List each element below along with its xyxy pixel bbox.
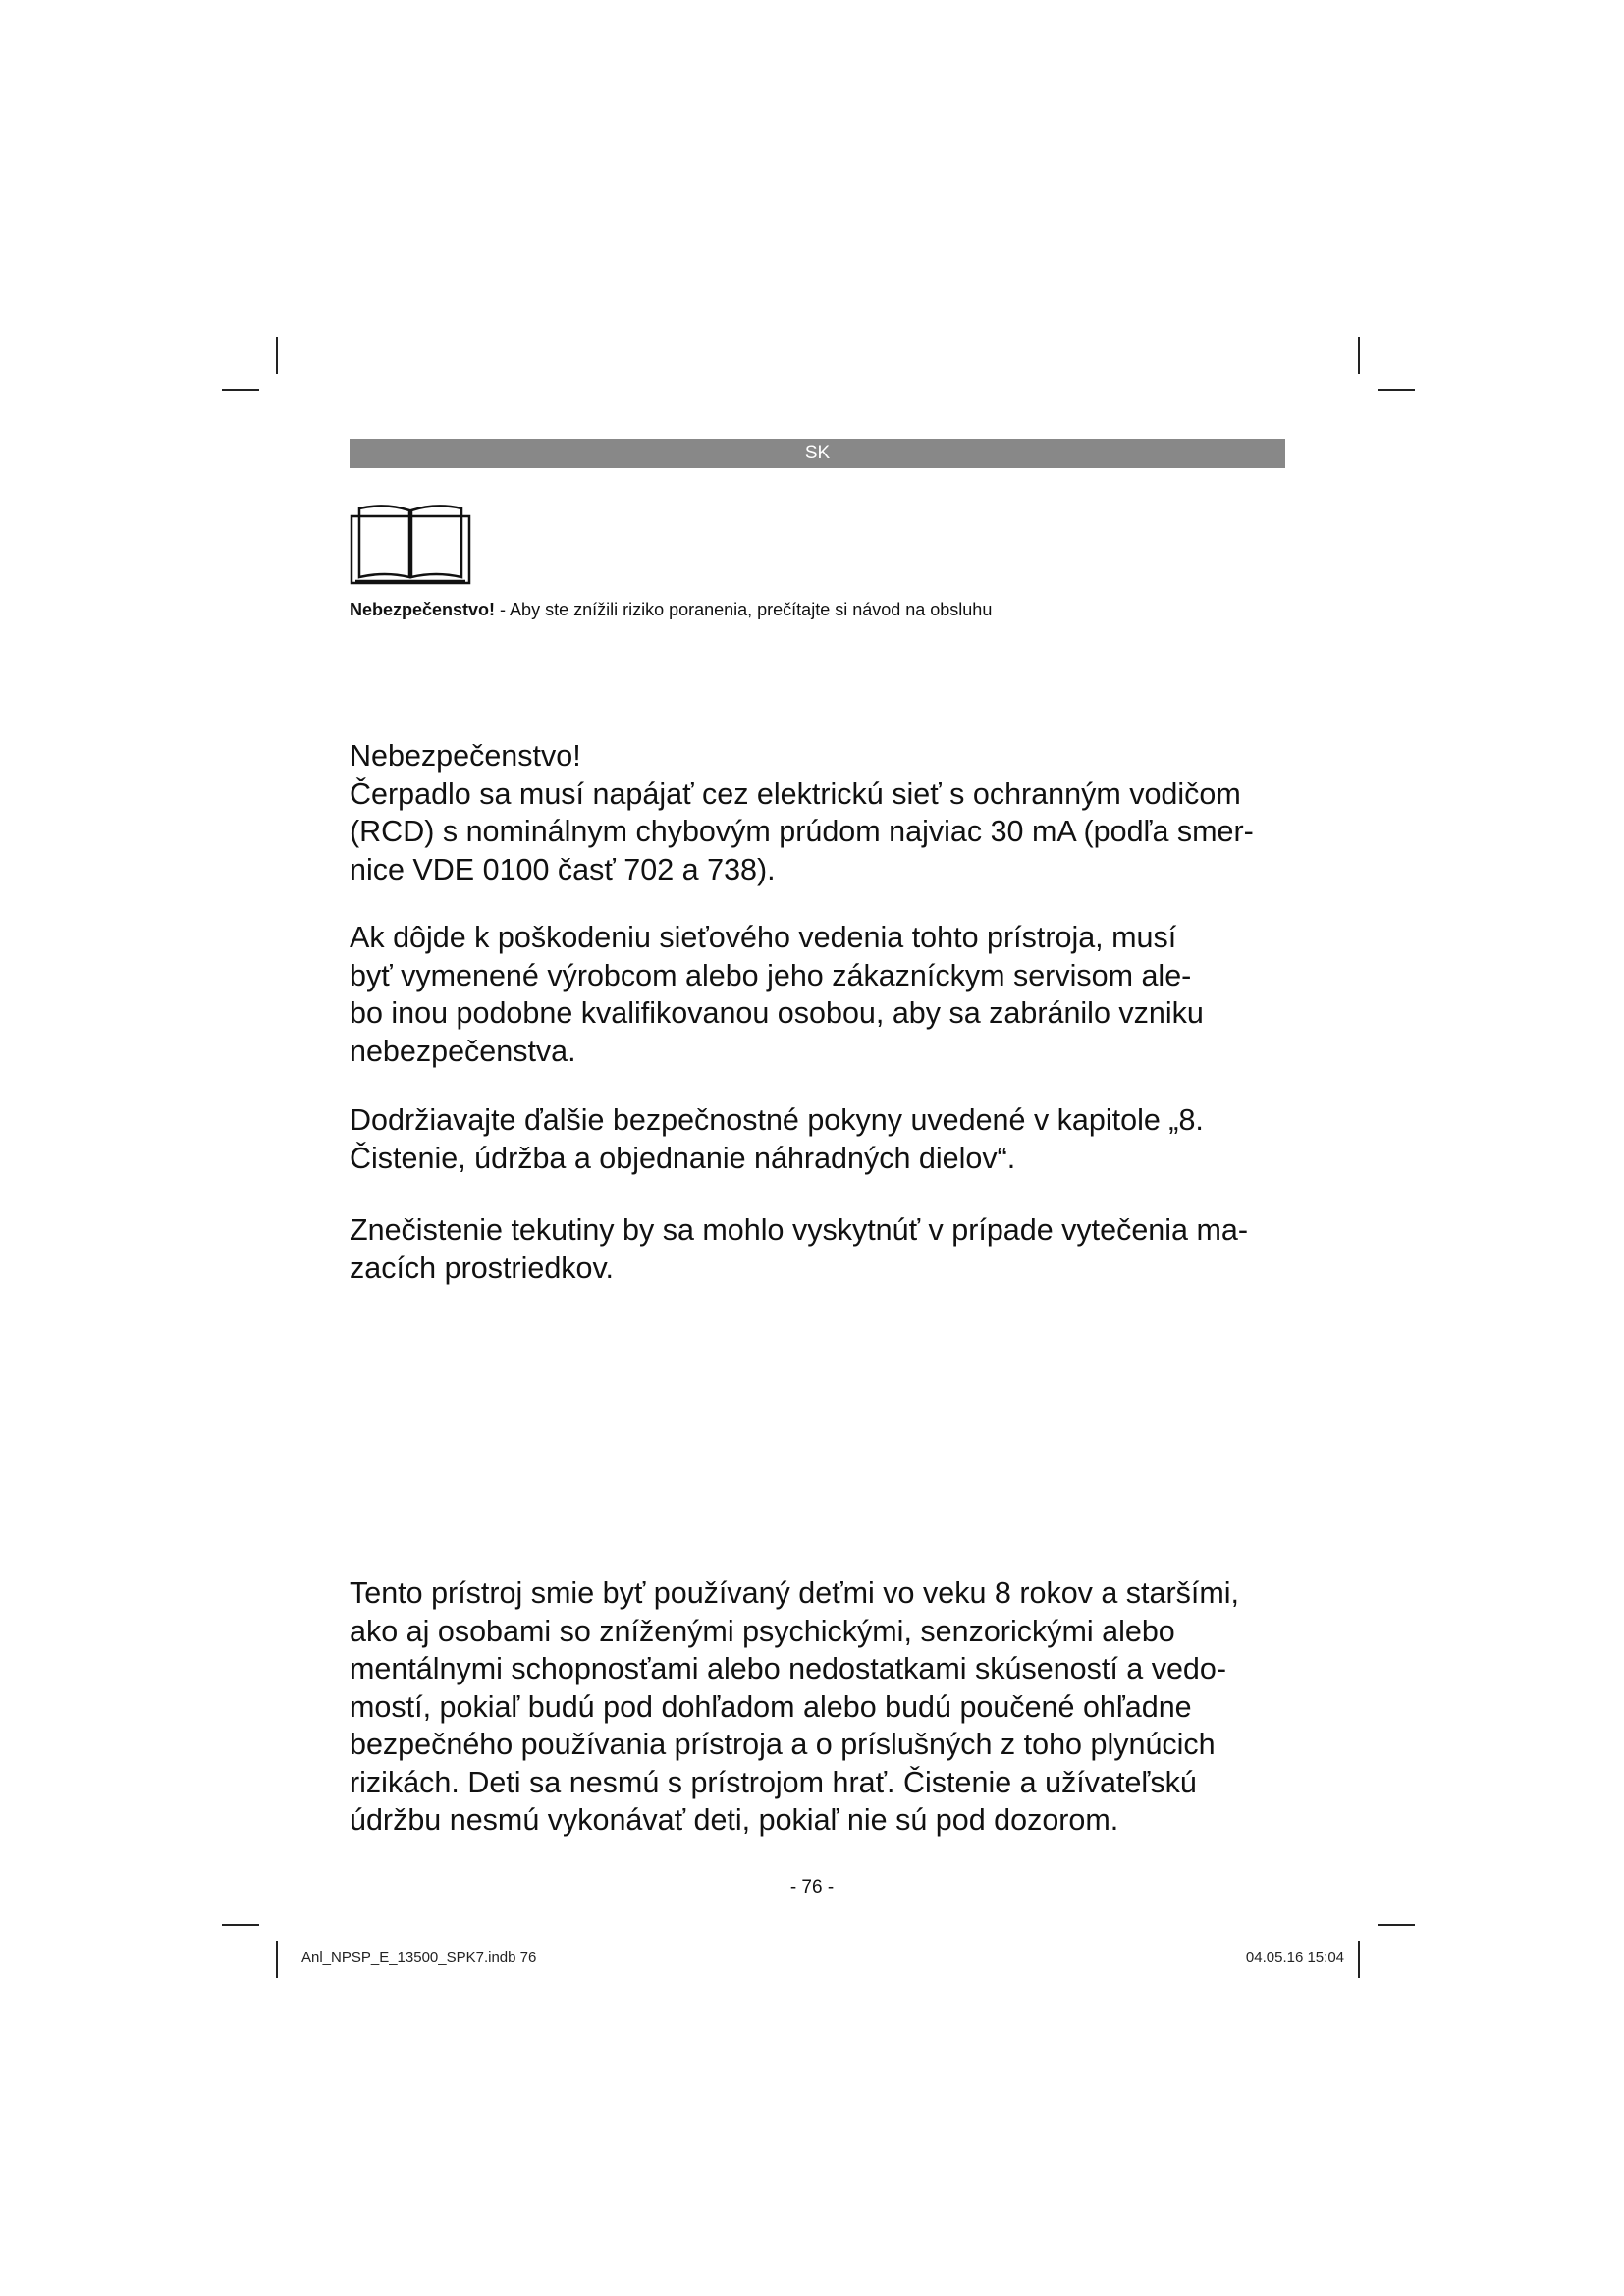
- footer-file-name: Anl_NPSP_E_13500_SPK7.indb 76: [301, 1949, 537, 1966]
- language-header-bar: [350, 439, 1285, 468]
- paragraph-line: (RCD) s nominálnym chybovým prúdom najviac 30 mA (podľa smer-: [350, 815, 1254, 848]
- crop-mark-bottom-left-vertical: [276, 1941, 278, 1978]
- paragraph-line: bo inou podobne kvalifikovanou osobou, aby sa zabránilo vzniku: [350, 996, 1204, 1030]
- warning-text: - Aby ste znížili riziko poranenia, prečítajte si návod na obsluhu: [495, 600, 993, 619]
- footer-timestamp: 04.05.16 15:04: [1245, 1949, 1344, 1966]
- paragraph-line: nebezpečenstva.: [350, 1034, 576, 1068]
- paragraph-line: nice VDE 0100 časť 702 a 738).: [350, 852, 776, 886]
- paragraph-line: mostí, pokiaľ budú pod dohľadom alebo budú poučené ohľadne: [350, 1689, 1192, 1724]
- paragraph-line: Nebezpečenstvo!: [350, 739, 581, 773]
- paragraph-danger-rcd: [350, 737, 1292, 888]
- warning-notice: [350, 598, 992, 621]
- paragraph-cable-damage: [350, 919, 1292, 1070]
- paragraph-lubricant-contamination: [350, 1211, 1292, 1287]
- paragraph-further-instructions: [350, 1101, 1292, 1177]
- crop-mark-bottom-right-vertical: [1358, 1941, 1360, 1978]
- paragraph-line: zacích prostriedkov.: [350, 1251, 614, 1285]
- paragraph-line: Tento prístroj smie byť používaný deťmi vo veku 8 rokov a staršími,: [350, 1576, 1240, 1610]
- crop-mark-top-right-horizontal: [1378, 389, 1415, 391]
- crop-mark-bottom-left-horizontal: [222, 1924, 259, 1926]
- paragraph-line: bezpečného používania prístroja a o príslušných z toho plynúcich: [350, 1728, 1216, 1761]
- paragraph-line: Znečistenie tekutiny by sa mohlo vyskytnúť v prípade vytečenia ma-: [350, 1213, 1248, 1247]
- warning-title: Nebezpečenstvo!: [350, 600, 496, 619]
- page-number: - 76 -: [789, 1877, 835, 1897]
- paragraph-line: byť vymenené výrobcom alebo jeho zákazníckym servisom ale-: [350, 958, 1192, 992]
- crop-mark-top-right-vertical: [1358, 337, 1360, 374]
- language-code: SK: [804, 443, 831, 463]
- book-icon: [350, 503, 471, 585]
- paragraph-line: Ak dôjde k poškodeniu sieťového vedenia tohto prístroja, musí: [350, 921, 1177, 954]
- paragraph-line: údržbu nesmú vykonávať deti, pokiaľ nie sú pod dozorom.: [350, 1803, 1119, 1837]
- crop-mark-top-left-vertical: [276, 337, 278, 374]
- paragraph-line: Čistenie, údržba a objednanie náhradných dielov“.: [350, 1141, 1016, 1175]
- paragraph-line: ako aj osobami so zníženými psychickými, senzorickými alebo: [350, 1614, 1175, 1648]
- paragraph-children-usage: [350, 1575, 1292, 1840]
- paragraph-line: mentálnymi schopnosťami alebo nedostatkami skúseností a vedo-: [350, 1652, 1227, 1685]
- crop-mark-bottom-right-horizontal: [1378, 1924, 1415, 1926]
- paragraph-line: Čerpadlo sa musí napájať cez elektrickú sieť s ochranným vodičom: [350, 776, 1241, 811]
- paragraph-line: Dodržiavajte ďalšie bezpečnostné pokyny uvedené v kapitole „8.: [350, 1103, 1204, 1137]
- paragraph-line: rizikách. Deti sa nesmú s prístrojom hrať. Čistenie a užívateľskú: [350, 1765, 1197, 1799]
- crop-mark-top-left-horizontal: [222, 389, 259, 391]
